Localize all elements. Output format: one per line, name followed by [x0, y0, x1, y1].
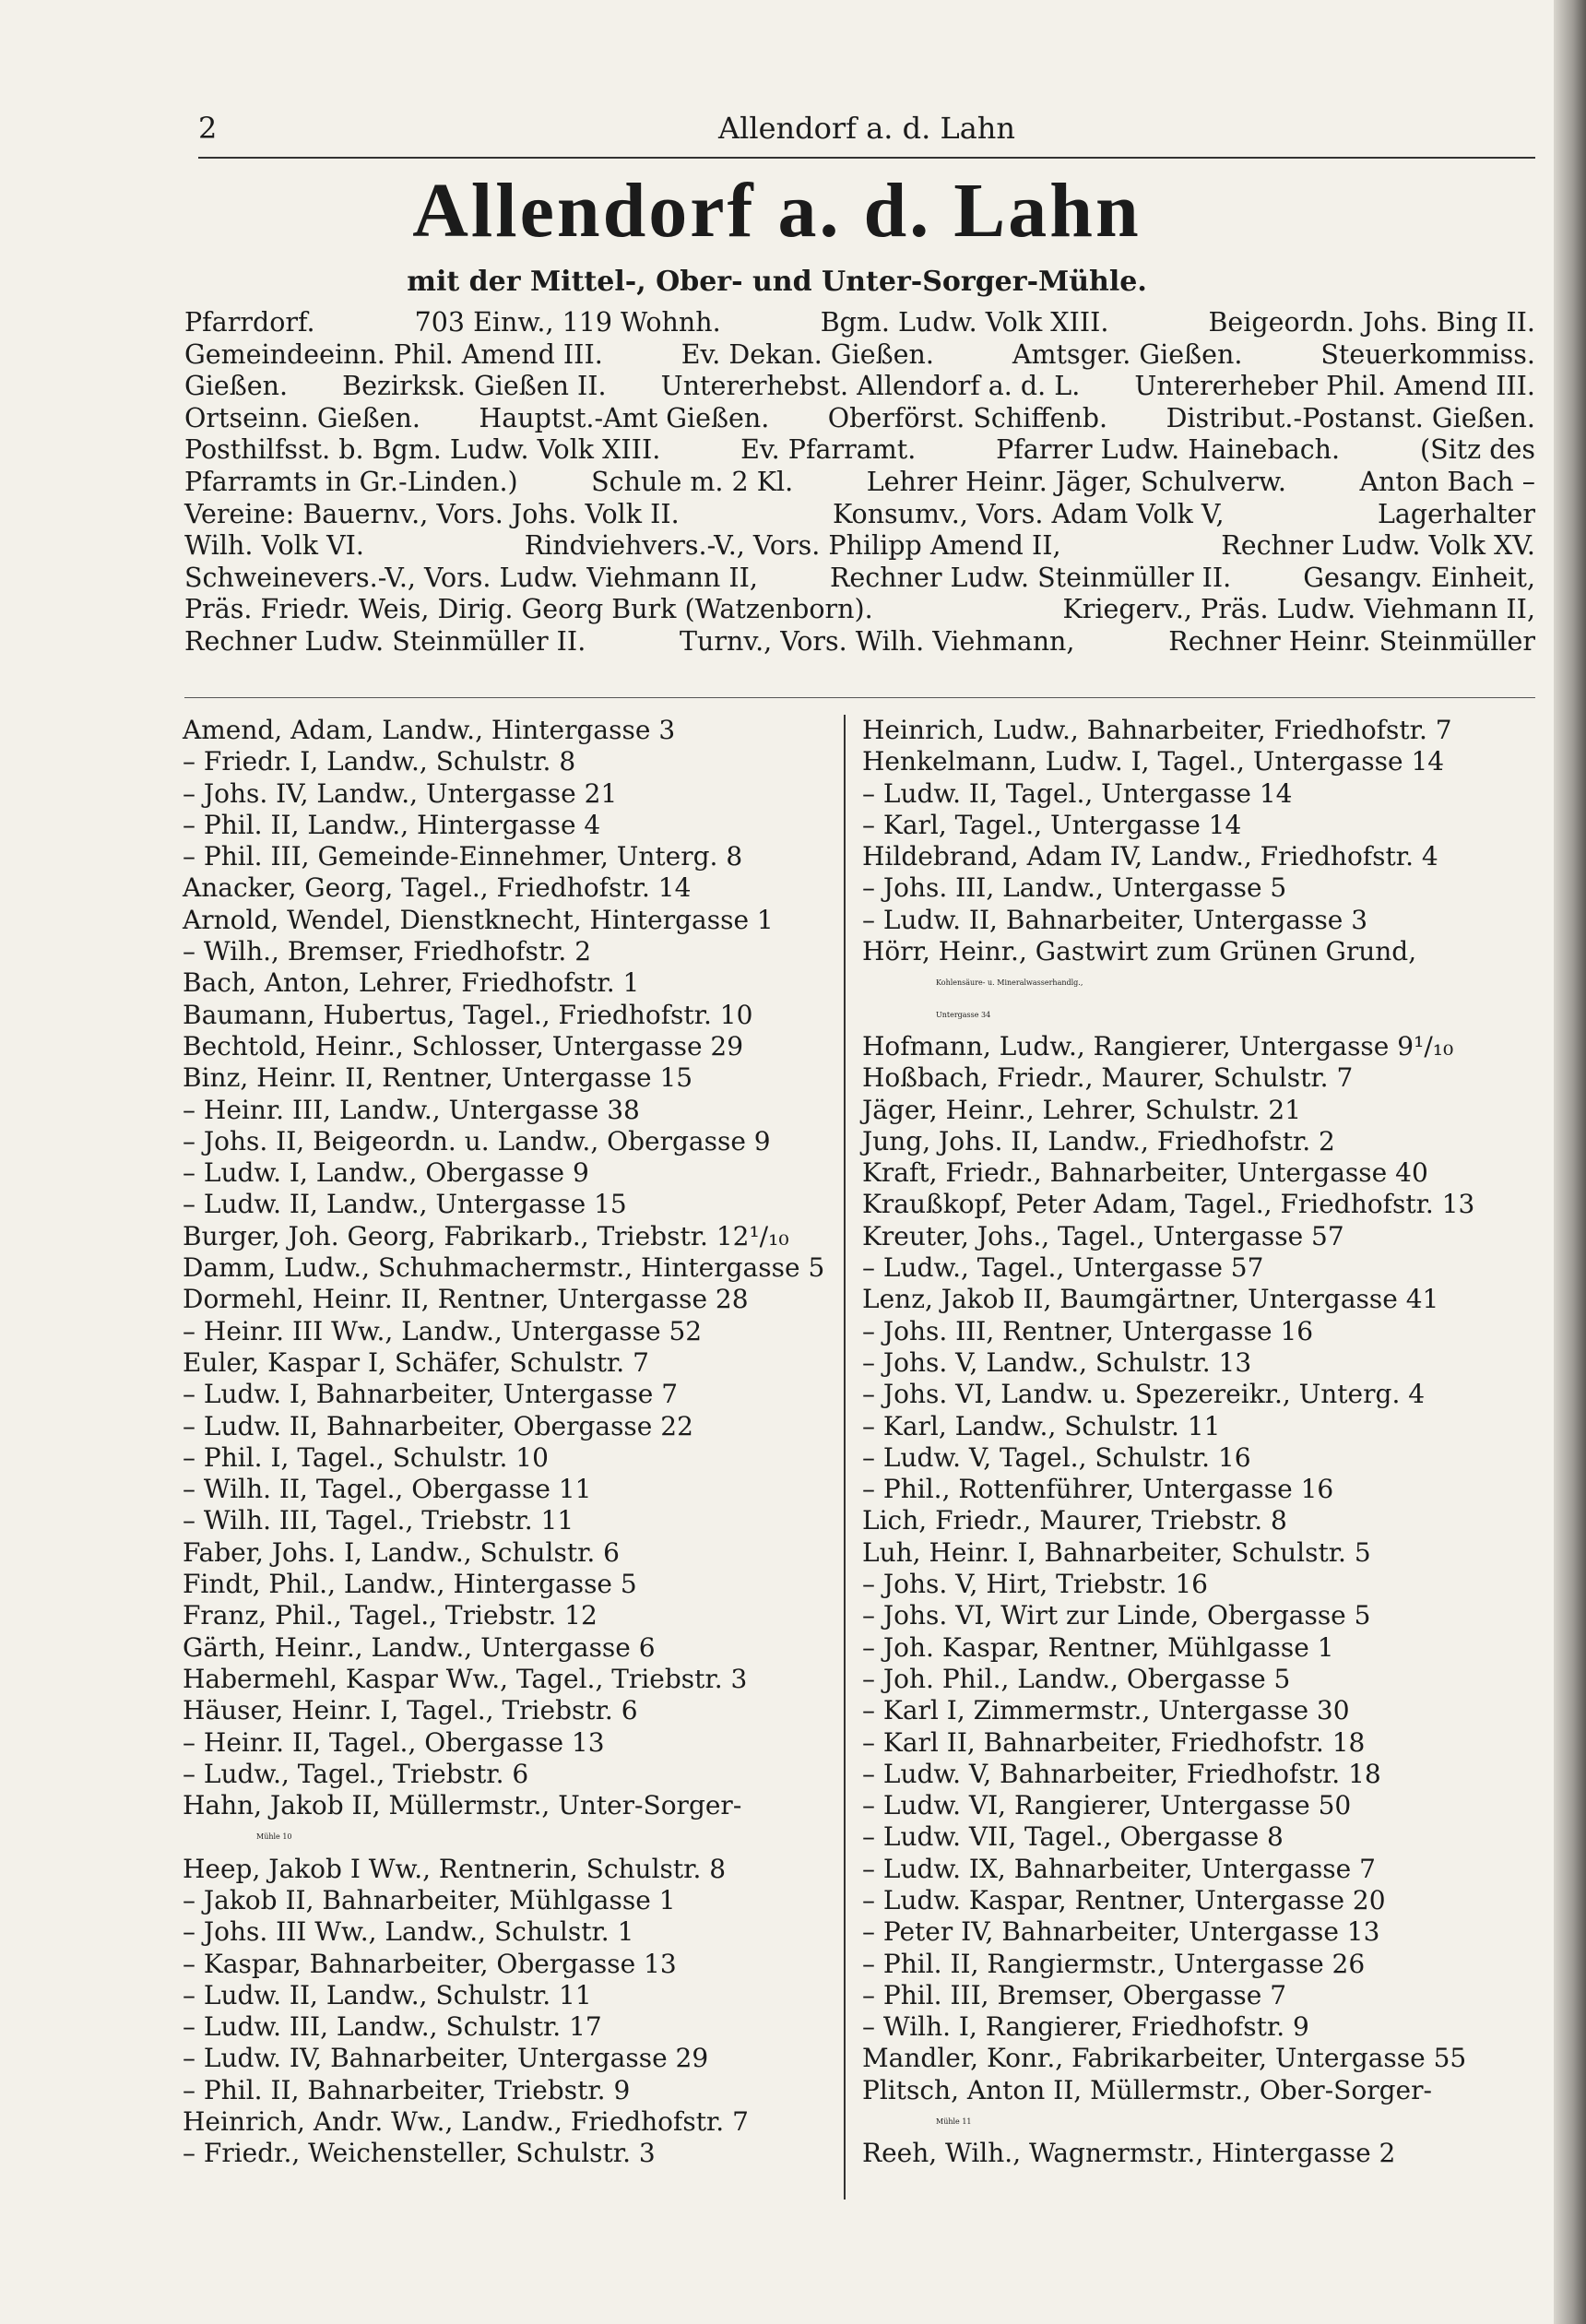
- directory-entry: – Karl II, Bahnarbeiter, Friedhofstr. 18: [862, 1726, 1366, 1758]
- directory-entry: Binz, Heinr. II, Rentner, Untergasse 15: [183, 1062, 693, 1094]
- page-title: Allendorf a. d. Lahn: [412, 168, 1142, 254]
- directory-entry: Heinrich, Ludw., Bahnarbeiter, Friedhofstr. 7: [862, 715, 1452, 745]
- intro-segment: Turnv., Vors. Wilh. Viehmann,: [680, 625, 1075, 657]
- intro-line: [184, 594, 1535, 626]
- directory-entry: Jäger, Heinr., Lehrer, Schulstr. 21: [862, 1094, 1302, 1125]
- directory-entry: – Ludw. II, Landw., Untergasse 15: [183, 1189, 627, 1220]
- directory-entry: – Ludw. IX, Bahnarbeiter, Untergasse 7: [862, 1853, 1376, 1884]
- intro-segment: Anton Bach –: [1359, 466, 1535, 497]
- directory-entry: – Wilh. I, Rangierer, Friedhofstr. 9: [862, 2011, 1309, 2043]
- intro-line: [184, 530, 1535, 563]
- directory-entry: – Ludw. V, Tagel., Schulstr. 16: [862, 1441, 1251, 1473]
- intro-segment: Pfarramts in Gr.-Linden.): [184, 466, 518, 497]
- directory-column-right: [862, 715, 1535, 2170]
- directory-entry: Lenz, Jakob II, Baumgärtner, Untergasse 41: [862, 1284, 1439, 1315]
- intro-segment: Beigeordn. Johs. Bing II.: [1208, 307, 1535, 338]
- directory-entry: Kreuter, Johs., Tagel., Untergasse 57: [862, 1220, 1344, 1251]
- directory-entry: Habermehl, Kaspar Ww., Tagel., Triebstr. 3: [183, 1663, 748, 1694]
- directory-entry: Heep, Jakob I Ww., Rentnerin, Schulstr. 8: [183, 1853, 727, 1884]
- intro-segment: Steuerkommiss.: [1320, 338, 1535, 370]
- directory-entry: Hofmann, Ludw., Rangierer, Untergasse 9¹/₁₀: [862, 1030, 1454, 1061]
- directory-entry: – Phil. II, Landw., Hintergasse 4: [183, 809, 601, 840]
- directory-entry: – Joh. Phil., Landw., Obergasse 5: [862, 1663, 1291, 1694]
- directory-entry: Plitsch, Anton II, Müllermstr., Ober-Sorger-: [862, 2074, 1432, 2105]
- directory-entry: – Ludw. IV, Bahnarbeiter, Untergasse 29: [183, 2043, 709, 2074]
- directory-entry: Mühle 11: [936, 2117, 972, 2127]
- directory-entry: – Ludw., Tagel., Untergasse 57: [862, 1252, 1264, 1284]
- intro-segment: Distribut.-Postanst. Gießen.: [1166, 402, 1535, 433]
- directory-entry: – Phil. II, Rangiermstr., Untergasse 26: [862, 1948, 1366, 1979]
- directory-entry: – Johs. VI, Wirt zur Linde, Obergasse 5: [862, 1600, 1371, 1631]
- directory-entry: Jung, Johs. II, Landw., Friedhofstr. 2: [862, 1125, 1335, 1156]
- intro-segment: Rechner Ludw. Steinmüller II.: [829, 562, 1232, 593]
- directory-entry: Hildebrand, Adam IV, Landw., Friedhofstr. 4: [862, 841, 1438, 872]
- directory-entry: – Phil. II, Bahnarbeiter, Triebstr. 9: [183, 2074, 631, 2105]
- intro-line: [184, 339, 1535, 372]
- directory-entry: – Ludw. II, Landw., Schulstr. 11: [183, 1979, 592, 2010]
- running-title: Allendorf a. d. Lahn: [718, 111, 1015, 146]
- directory-entry: – Phil. I, Tagel., Schulstr. 10: [183, 1441, 549, 1473]
- directory-entry: – Wilh. III, Tagel., Triebstr. 11: [183, 1505, 574, 1536]
- directory-entry: Dormehl, Heinr. II, Rentner, Untergasse 28: [183, 1284, 749, 1315]
- page-edge: [1554, 0, 1586, 2324]
- directory-entry: – Wilh. II, Tagel., Obergasse 11: [183, 1474, 592, 1505]
- intro-segment: Gesangv. Einheit,: [1303, 562, 1535, 593]
- intro-line: [184, 499, 1535, 531]
- directory-entry: Hörr, Heinr., Gastwirt zum Grünen Grund,: [862, 936, 1417, 967]
- directory-entry: – Peter IV, Bahnarbeiter, Untergasse 13: [862, 1916, 1380, 1948]
- directory-entry: – Johs. II, Beigeordn. u. Landw., Obergasse 9: [183, 1125, 771, 1156]
- directory-entry: Bach, Anton, Lehrer, Friedhofstr. 1: [183, 967, 640, 999]
- intro-segment: 703 Einw., 119 Wohnh.: [414, 307, 721, 338]
- directory-entry: – Karl I, Zimmermstr., Untergasse 30: [862, 1695, 1350, 1726]
- directory-entry: Findt, Phil., Landw., Hintergasse 5: [183, 1569, 637, 1600]
- intro-segment: Bezirksk. Gießen II.: [342, 371, 607, 402]
- directory-entry: Kraft, Friedr., Bahnarbeiter, Untergasse 40: [862, 1157, 1428, 1189]
- directory-column-left: [183, 715, 833, 2170]
- directory-entry: – Ludw. VI, Rangierer, Untergasse 50: [862, 1790, 1352, 1821]
- directory-entry: Euler, Kaspar I, Schäfer, Schulstr. 7: [183, 1346, 649, 1378]
- intro-segment: Lagerhalter: [1377, 498, 1535, 529]
- directory-entry: – Ludw. II, Bahnarbeiter, Untergasse 3: [862, 904, 1368, 935]
- directory-entry: – Karl, Tagel., Untergasse 14: [862, 809, 1242, 840]
- directory-entry: – Ludw. Kaspar, Rentner, Untergasse 20: [862, 1884, 1386, 1915]
- directory-entry: – Joh. Kaspar, Rentner, Mühlgasse 1: [862, 1631, 1334, 1663]
- intro-segment: Hauptst.-Amt Gießen.: [479, 402, 770, 433]
- intro-segment: Untererheber Phil. Amend III.: [1134, 371, 1535, 402]
- directory-entry: – Phil., Rottenführer, Untergasse 16: [862, 1474, 1334, 1505]
- directory-entry: Luh, Heinr. I, Bahnarbeiter, Schulstr. 5: [862, 1536, 1371, 1568]
- directory-entry: Faber, Johs. I, Landw., Schulstr. 6: [183, 1536, 620, 1568]
- directory-entry: – Heinr. II, Tagel., Obergasse 13: [183, 1726, 605, 1758]
- directory-entry: Amend, Adam, Landw., Hintergasse 3: [183, 715, 676, 745]
- intro-segment: (Sitz des: [1419, 434, 1535, 466]
- intro-segment: Kriegerv., Präs. Ludw. Viehmann II,: [1062, 594, 1535, 625]
- section-rule: [184, 697, 1535, 698]
- directory-entry: Untergasse 34: [936, 1010, 991, 1019]
- intro-segment: Gemeindeeinn. Phil. Amend III.: [184, 338, 603, 370]
- directory-entry: Anacker, Georg, Tagel., Friedhofstr. 14: [183, 872, 692, 904]
- intro-segment: Wilh. Volk VI.: [184, 530, 364, 562]
- directory-entry: Häuser, Heinr. I, Tagel., Triebstr. 6: [183, 1695, 638, 1726]
- directory-entry: Damm, Ludw., Schuhmachermstr., Hintergasse 5: [183, 1252, 825, 1284]
- directory-entry: – Heinr. III, Landw., Untergasse 38: [183, 1094, 640, 1125]
- directory-entry: – Ludw., Tagel., Triebstr. 6: [183, 1758, 529, 1789]
- directory-entry: – Friedr. I, Landw., Schulstr. 8: [183, 746, 576, 777]
- directory-entry: – Ludw. III, Landw., Schulstr. 17: [183, 2011, 602, 2043]
- directory-entry: – Jakob II, Bahnarbeiter, Mühlgasse 1: [183, 1884, 676, 1915]
- intro-line: [184, 307, 1535, 339]
- page-number: 2: [198, 111, 218, 146]
- intro-segment: Lehrer Heinr. Jäger, Schulverw.: [866, 466, 1286, 497]
- directory-entry: Heinrich, Andr. Ww., Landw., Friedhofstr. 7: [183, 2106, 749, 2138]
- village-description: [184, 307, 1535, 658]
- directory-entry: – Ludw. II, Tagel., Untergasse 14: [862, 777, 1293, 809]
- directory-entry: – Johs. III, Landw., Untergasse 5: [862, 872, 1287, 904]
- directory-entry: – Johs. IV, Landw., Untergasse 21: [183, 777, 618, 809]
- directory-entry: – Johs. V, Hirt, Triebstr. 16: [862, 1569, 1208, 1600]
- directory-entry: Henkelmann, Ludw. I, Tagel., Untergasse 14: [862, 746, 1445, 777]
- directory-entry: – Wilh., Bremser, Friedhofstr. 2: [183, 936, 592, 967]
- intro-segment: Bgm. Ludw. Volk XIII.: [820, 307, 1109, 338]
- intro-segment: Schweinevers.-V., Vors. Ludw. Viehmann II,: [184, 562, 758, 593]
- intro-segment: Gießen.: [184, 371, 289, 402]
- directory-entry: Mühle 10: [256, 1832, 292, 1842]
- directory-entry: – Kaspar, Bahnarbeiter, Obergasse 13: [183, 1948, 677, 1979]
- intro-segment: Schule m. 2 Kl.: [591, 466, 794, 497]
- directory-entry: – Friedr., Weichensteller, Schulstr. 3: [183, 2138, 656, 2169]
- directory-entry: – Johs. V, Landw., Schulstr. 13: [862, 1346, 1252, 1378]
- intro-segment: Pfarrdorf.: [184, 307, 315, 338]
- directory-entry: Hahn, Jakob II, Müllermstr., Unter-Sorger-: [183, 1790, 742, 1821]
- intro-segment: Rechner Heinr. Steinmüller: [1168, 625, 1535, 657]
- directory-entry: – Ludw. VII, Tagel., Obergasse 8: [862, 1821, 1284, 1853]
- header-rule: [198, 157, 1535, 159]
- intro-line: [184, 434, 1535, 467]
- column-divider: [844, 715, 846, 2200]
- intro-segment: Konsumv., Vors. Adam Volk V,: [833, 498, 1225, 529]
- directory-entry: – Karl, Landw., Schulstr. 11: [862, 1410, 1221, 1441]
- directory-entry: Hoßbach, Friedr., Maurer, Schulstr. 7: [862, 1062, 1354, 1094]
- directory-entry: – Johs. III Ww., Landw., Schulstr. 1: [183, 1916, 634, 1948]
- directory-entry: – Heinr. III Ww., Landw., Untergasse 52: [183, 1315, 703, 1346]
- directory-entry: – Johs. VI, Landw. u. Spezereikr., Unterg. 4: [862, 1379, 1426, 1410]
- directory-entry: Arnold, Wendel, Dienstknecht, Hintergasse 1: [183, 904, 774, 935]
- intro-segment: Untererhebst. Allendorf a. d. L.: [660, 371, 1081, 402]
- intro-line: [184, 563, 1535, 595]
- directory-entry: – Johs. III, Rentner, Untergasse 16: [862, 1315, 1314, 1346]
- intro-segment: Ev. Pfarramt.: [740, 434, 917, 466]
- intro-segment: Oberförst. Schiffenb.: [827, 402, 1108, 433]
- intro-segment: Pfarrer Ludw. Hainebach.: [996, 434, 1341, 466]
- directory-entry: Baumann, Hubertus, Tagel., Friedhofstr. 10: [183, 999, 753, 1030]
- directory-entry: Kohlensäure- u. Mineralwasserhandlg.,: [936, 978, 1083, 988]
- intro-line: [184, 467, 1535, 499]
- directory-entry: Kraußkopf, Peter Adam, Tagel., Friedhofstr. 13: [862, 1189, 1475, 1220]
- running-head: [198, 109, 1535, 153]
- intro-segment: Rechner Ludw. Volk XV.: [1221, 530, 1535, 562]
- intro-segment: Präs. Friedr. Weis, Dirig. Georg Burk (Watzenborn).: [184, 594, 873, 625]
- intro-segment: Rechner Ludw. Steinmüller II.: [184, 625, 586, 657]
- directory-entry: Bechtold, Heinr., Schlosser, Untergasse 29: [183, 1030, 744, 1061]
- directory-entry: – Phil. III, Bremser, Obergasse 7: [862, 1979, 1287, 2010]
- intro-segment: Posthilfsst. b. Bgm. Ludw. Volk XIII.: [184, 434, 661, 466]
- intro-line: [184, 403, 1535, 435]
- intro-segment: Ortseinn. Gießen.: [184, 402, 420, 433]
- directory-entry: – Ludw. I, Landw., Obergasse 9: [183, 1157, 589, 1189]
- intro-line: [184, 626, 1535, 658]
- directory-entry: – Ludw. II, Bahnarbeiter, Obergasse 22: [183, 1410, 693, 1441]
- directory-entry: Gärth, Heinr., Landw., Untergasse 6: [183, 1631, 656, 1663]
- directory-entry: Mandler, Konr., Fabrikarbeiter, Untergasse 55: [862, 2043, 1467, 2074]
- directory-entry: Reeh, Wilh., Wagnermstr., Hintergasse 2: [862, 2138, 1396, 2169]
- directory-entry: – Ludw. V, Bahnarbeiter, Friedhofstr. 18: [862, 1758, 1381, 1789]
- intro-segment: Amtsger. Gießen.: [1012, 338, 1243, 370]
- directory-entry: – Phil. III, Gemeinde-Einnehmer, Unterg. 8: [183, 841, 743, 872]
- directory-entry: Burger, Joh. Georg, Fabrikarb., Triebstr. 12¹/₁₀: [183, 1220, 789, 1251]
- intro-segment: Ev. Dekan. Gießen.: [681, 338, 934, 370]
- intro-line: [184, 371, 1535, 403]
- directory-entry: – Ludw. I, Bahnarbeiter, Untergasse 7: [183, 1379, 679, 1410]
- intro-segment: Vereine: Bauernv., Vors. Johs. Volk II.: [184, 498, 680, 529]
- directory-entry: Franz, Phil., Tagel., Triebstr. 12: [183, 1600, 598, 1631]
- directory-entry: Lich, Friedr., Maurer, Triebstr. 8: [862, 1505, 1287, 1536]
- page-subtitle: mit der Mittel-, Ober- und Unter-Sorger-Mühle.: [407, 266, 1147, 298]
- intro-segment: Rindviehvers.-V., Vors. Philipp Amend II,: [524, 530, 1061, 562]
